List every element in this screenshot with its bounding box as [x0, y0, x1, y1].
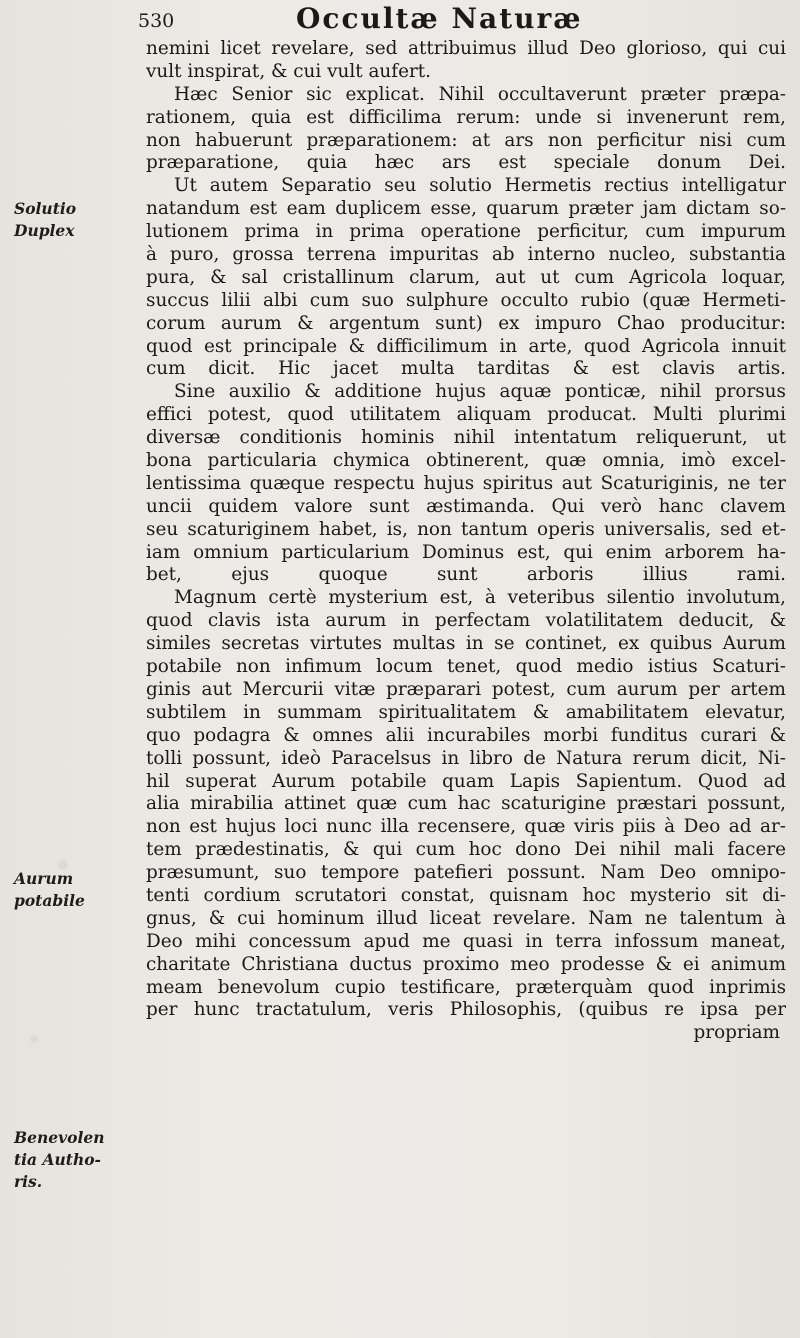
text-line: natandum est eam duplicem esse, quarum præter jam dictam so- [146, 198, 786, 220]
margin-note-aurum [14, 868, 129, 912]
text-line: charitate Christiana ductus proximo meo prodesse & ei animum [146, 953, 786, 975]
running-title: Occultæ Naturæ [296, 2, 583, 35]
text-line: tenti cordium scrutatori constat, quisnam hoc mysterio sit di- [146, 884, 786, 906]
text-line: seu scaturiginem habet, is, non tantum operis universalis, sed et- [146, 518, 786, 540]
text-line: tem prædestinatis, & qui cum hoc dono Dei nihil mali facere [146, 839, 786, 861]
text-line: quod est principale & difficilimum in arte, quod Agricola innuit [146, 335, 786, 357]
text-line: præsumunt, suo tempore patefieri possunt. Nam Deo omnipo- [146, 862, 786, 884]
margin-note-line: potabile [14, 891, 85, 910]
text-line: quod clavis ista aurum in perfectam volatilitatem deducit, & [146, 610, 786, 632]
text-line: per hunc tractatulum, veris Philosophis, (quibus re ipsa per [146, 999, 786, 1021]
text-line: meam benevolum cupio testificare, præterquàm quod inprimis [146, 976, 786, 998]
page-header [138, 2, 778, 38]
catchword: propriam [693, 1022, 780, 1044]
text-line: tolli possunt, ideò Paracelsus in libro de Natura rerum dicit, Ni- [146, 747, 786, 769]
margin-note-line: tia Autho- [14, 1150, 101, 1169]
text-line: nemini licet revelare, sed attribuimus illud Deo glorioso, qui cui [146, 38, 786, 59]
text-line: bona particularia chymica obtinerent, quæ omnia, imò excel- [146, 450, 786, 472]
text-line: Hæc Senior sic explicat. Nihil occultaverunt præter præpa- [174, 83, 786, 105]
text-line: effici potest, quod utilitatem aliquam producat. Multi plurimi [146, 404, 786, 426]
text-line: Deo mihi concessum apud me quasi in terra infossum maneat, [146, 930, 786, 952]
text-line: non habuerunt præparationem: at ars non perficitur nisi cum [146, 129, 786, 151]
text-line: quo podagra & omnes alii incurabiles morbi funditus curari & [146, 724, 786, 746]
margin-note-line: Solutio [14, 199, 77, 218]
text-line: succus lilii albi cum suo sulphure occulto rubio (quæ Hermeti- [146, 289, 786, 311]
page-number: 530 [138, 10, 175, 32]
text-line: vult inspirat, & cui vult aufert. [146, 60, 431, 82]
margin-note-line: Benevolen [14, 1128, 105, 1147]
text-line: cum dicit. Hic jacet multa tarditas & est clavis artis. [146, 358, 786, 380]
text-line: rationem, quia est difficilima rerum: unde si invenerunt rem, [146, 106, 786, 128]
margin-note-solutio [14, 198, 129, 242]
text-line: corum aurum & argentum sunt) ex impuro Chao producitur: [146, 312, 786, 334]
paper-stain [30, 1035, 38, 1043]
text-line: hil superat Aurum potabile quam Lapis Sapientum. Quod ad [146, 770, 786, 792]
text-line: uncii quidem valore sunt æstimanda. Qui verò hanc clavem [146, 495, 786, 517]
text-line: bet, ejus quoque sunt arboris illius rami. [146, 564, 786, 586]
text-line: lutionem prima in prima operatione perficitur, cum impurum [146, 221, 786, 243]
margin-note-line: Aurum [14, 869, 74, 888]
text-line: Magnum certè mysterium est, à veteribus silentio involutum, [174, 587, 786, 609]
text-line: gnus, & cui hominum illud liceat revelare. Nam ne talentum à [146, 907, 786, 929]
text-line: Ut autem Separatio seu solutio Hermetis rectius intelligatur [174, 175, 786, 197]
text-line: alia mirabilia attinet quæ cum hac scaturigine præstari possunt, [146, 793, 786, 815]
margin-note-line: Duplex [14, 221, 75, 240]
text-line: similes secretas virtutes multas in se continet, ex quibus Aurum [146, 633, 786, 655]
margin-note-line: ris. [14, 1172, 43, 1191]
text-line: non est hujus loci nunc illa recensere, quæ viris piis à Deo ad ar- [146, 816, 786, 838]
text-line: diversæ conditionis hominis nihil intentatum reliquerunt, ut [146, 427, 786, 449]
text-line: ginis aut Mercurii vitæ præparari potest, cum aurum per artem [146, 678, 786, 700]
text-line: lentissima quæque respectu hujus spiritus aut Scaturiginis, ne ter [146, 472, 786, 494]
text-line: iam omnium particularium Dominus est, qui enim arborem ha- [146, 541, 786, 563]
text-line: subtilem in summam spiritualitatem & amabilitatem elevatur, [146, 701, 786, 723]
body-text [146, 38, 786, 1045]
text-line: à puro, grossa terrena impuritas ab interno nucleo, substantia [146, 244, 786, 266]
text-line: Sine auxilio & additione hujus aquæ ponticæ, nihil prorsus [174, 381, 786, 403]
margin-note-benevolentia [14, 1127, 129, 1193]
text-line: potabile non infimum locum tenet, quod medio istius Scaturi- [146, 656, 786, 678]
text-line: præparatione, quia hæc ars est speciale donum Dei. [146, 152, 786, 174]
text-line: pura, & sal cristallinum clarum, aut ut cum Agricola loquar, [146, 266, 786, 288]
